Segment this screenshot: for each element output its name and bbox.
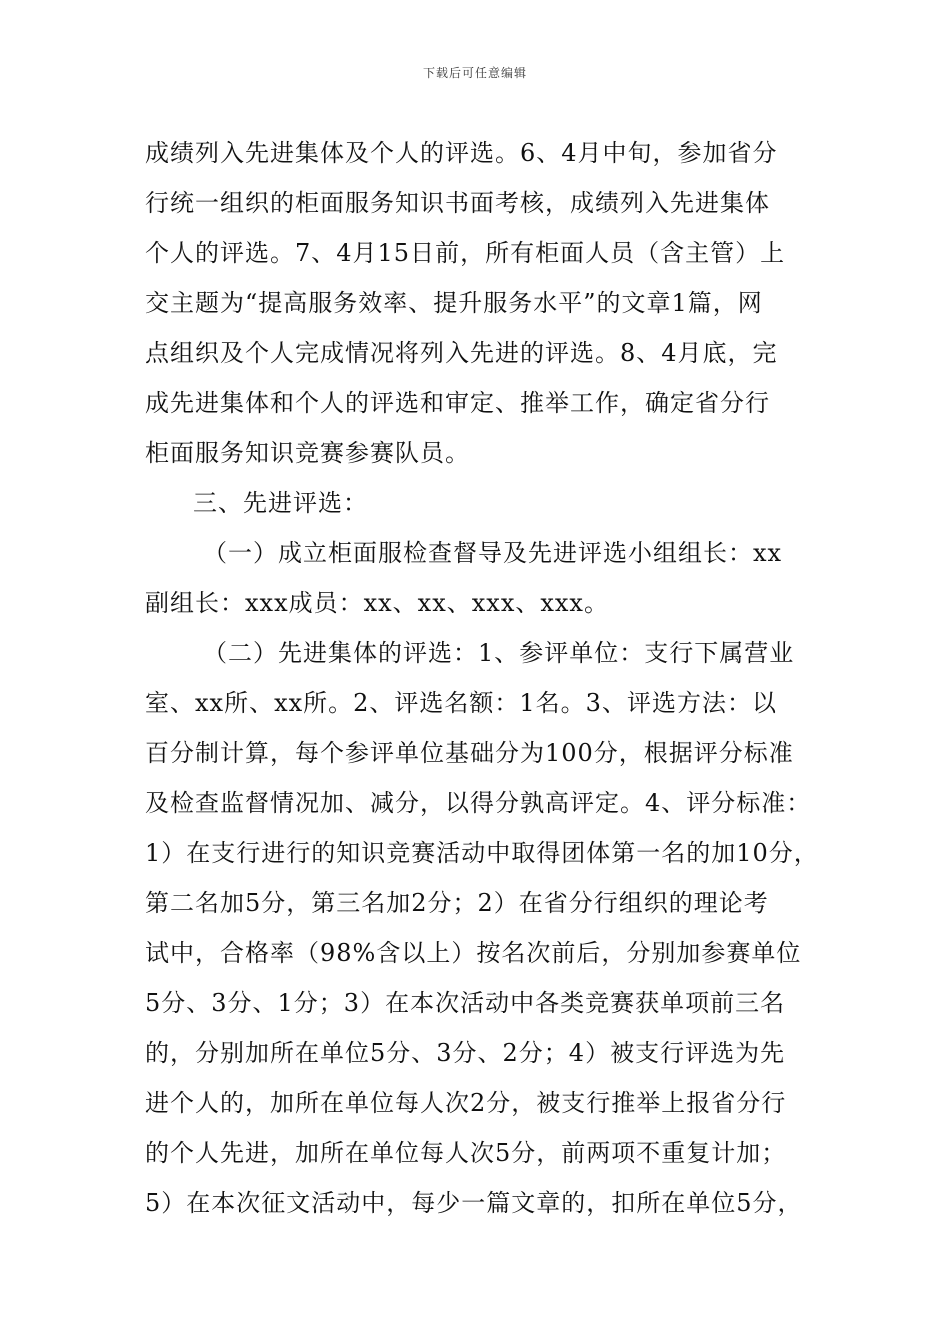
document-body	[145, 128, 825, 1228]
paragraph-line: 的个人先进，加所在单位每人次5分，前两项不重复计加；	[145, 1139, 787, 1167]
paragraph-line: 室、xx所、xx所。2、评选名额：1名。3、评选方法：以	[145, 689, 777, 717]
paragraph-line: 交主题为“提高服务效率、提升服务水平”的文章1篇，网	[145, 289, 763, 317]
paragraph-line: 5分、3分、1分；3）在本次活动中各类竞赛获单项前三名	[145, 989, 786, 1017]
paragraph-line: 成先进集体和个人的评选和审定、推举工作，确定省分行	[145, 389, 770, 417]
paragraph-line: 5）在本次征文活动中，每少一篇文章的，扣所在单位5分，	[145, 1189, 803, 1217]
paragraph-line: 及检查监督情况加、减分，以得分孰高评定。4、评分标准：	[145, 789, 812, 817]
paragraph-line: 柜面服务知识竞赛参赛队员。	[145, 439, 470, 467]
subsection-line: （一）成立柜面服检查督导及先进评选小组组长：xx	[203, 539, 783, 567]
section-heading: 三、先进评选：	[193, 489, 368, 517]
paragraph-line: 个人的评选。7、4月15日前，所有柜面人员（含主管）上	[145, 239, 786, 267]
paragraph-line: 点组织及个人完成情况将列入先进的评选。8、4月底，完	[145, 339, 778, 367]
paragraph-line: 1）在支行进行的知识竞赛活动中取得团体第一名的加10分，	[145, 839, 819, 867]
subsection-line: （二）先进集体的评选：1、参评单位：支行下属营业	[203, 639, 795, 667]
paragraph-line: 成绩列入先进集体及个人的评选。6、4月中旬，参加省分	[145, 139, 778, 167]
paragraph-line: 行统一组织的柜面服务知识书面考核，成绩列入先进集体	[145, 189, 770, 217]
paragraph-line: 第二名加5分，第三名加2分；2）在省分行组织的理论考	[145, 889, 769, 917]
paragraph-line: 的，分别加所在单位5分、3分、2分；4）被支行评选为先	[145, 1039, 786, 1067]
paragraph-line: 百分制计算，每个参评单位基础分为100分，根据评分标准	[145, 739, 794, 767]
paragraph-line: 副组长：xxx成员：xx、xx、xxx、xxx。	[145, 589, 609, 617]
paragraph-line: 进个人的，加所在单位每人次2分，被支行推举上报省分行	[145, 1089, 787, 1117]
paragraph-line: 试中，合格率（98%含以上）按名次前后，分别加参赛单位	[145, 939, 802, 967]
page-header: 下载后可任意编辑	[422, 66, 527, 80]
